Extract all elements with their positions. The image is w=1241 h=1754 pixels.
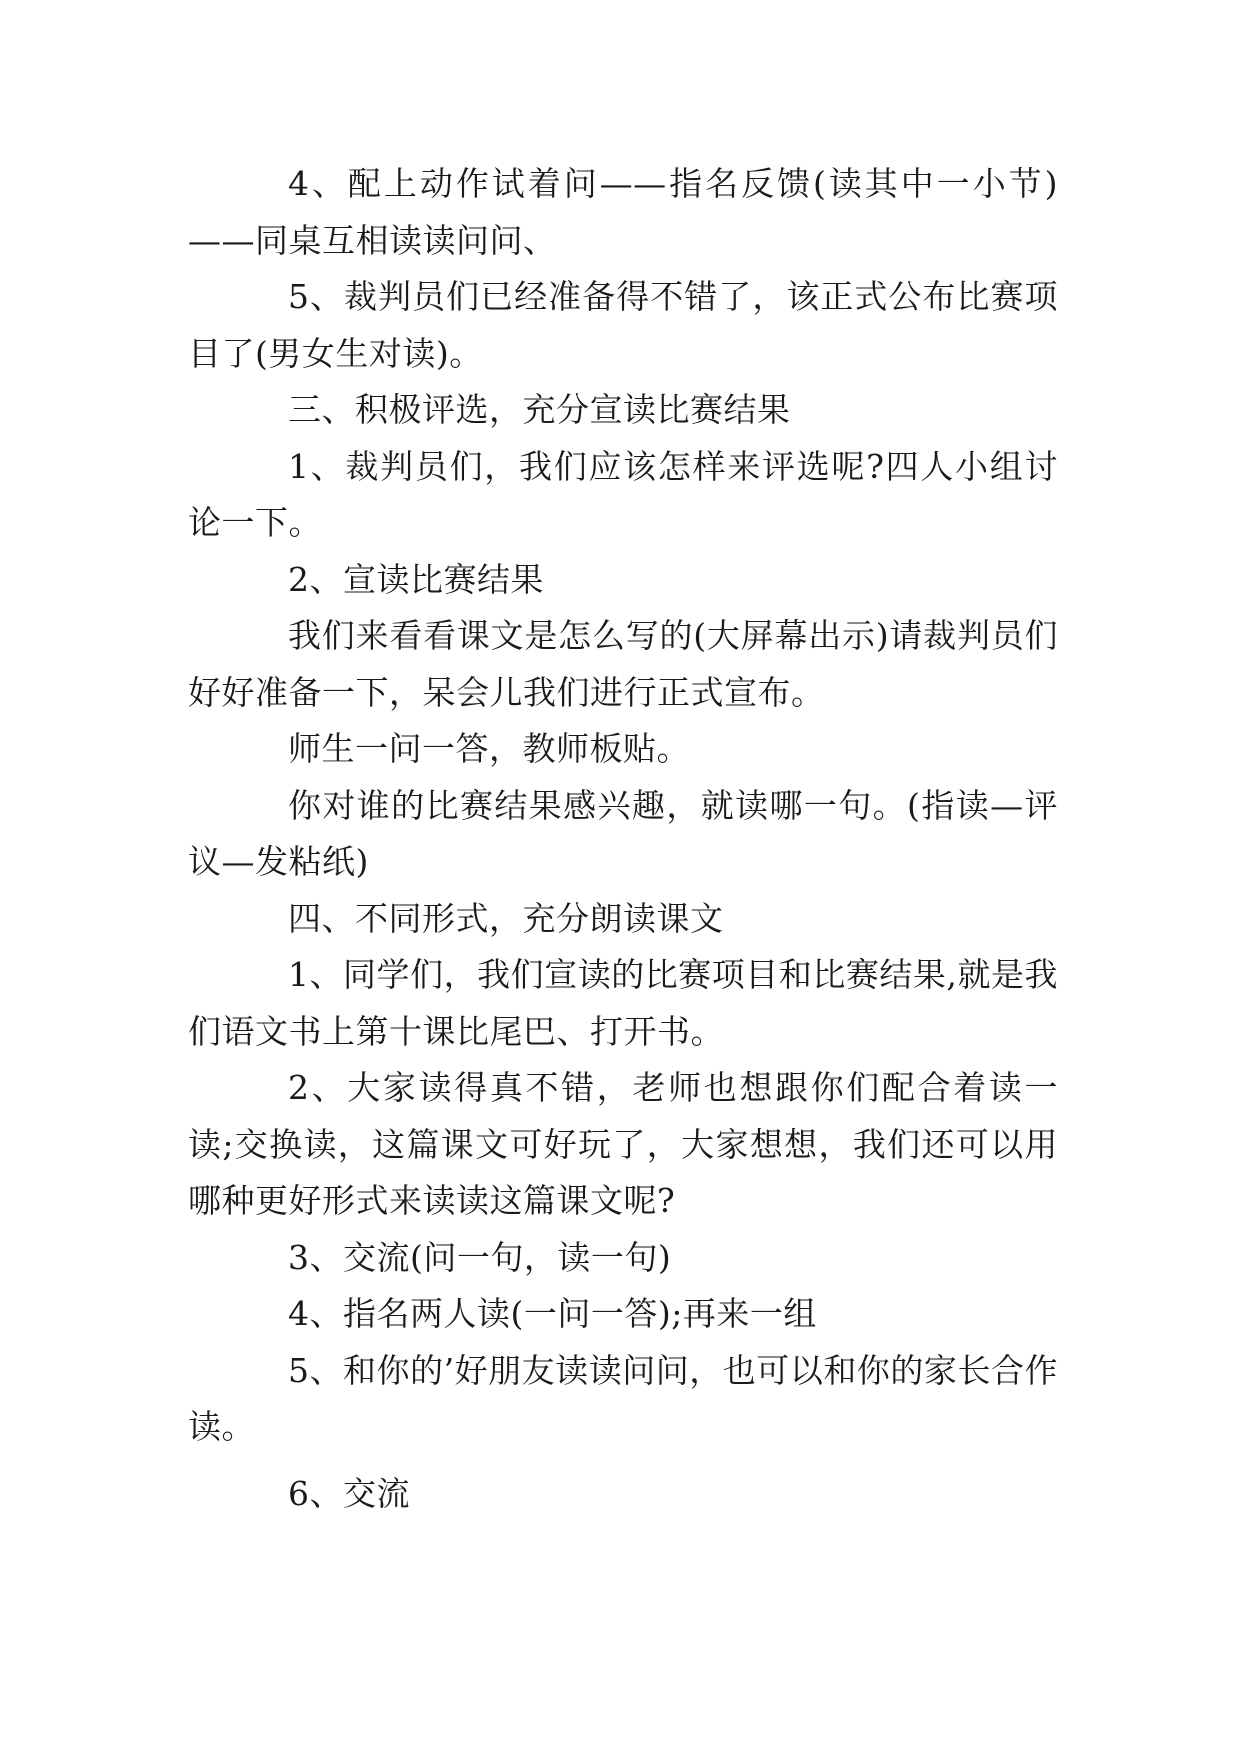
paragraph: 3、交流(问一句，读一句) [288, 1237, 672, 1277]
paragraph: 师生一问一答，教师板贴。 [288, 729, 690, 768]
paragraph: 6、交流 [288, 1473, 410, 1513]
paragraph: 我们来看看课文是怎么写的(大屏幕出示)请裁判员们好好准备一下，呆会儿我们进行正式宣布。 [188, 616, 1058, 712]
paragraph: 2、宣读比赛结果 [288, 559, 544, 599]
section-heading: 四、不同形式，充分朗读课文 [288, 898, 724, 938]
paragraph: 你对谁的比赛结果感兴趣，就读哪一句。(指读—评议—发粘纸) [188, 785, 1058, 881]
paragraph: 1、同学们，我们宣读的比赛项目和比赛结果,就是我们语文书上第十课比尾巴、打开书。 [188, 955, 1058, 1051]
paragraph: 4、指名两人读(一问一答);再来一组 [288, 1294, 817, 1333]
paragraph: 5、裁判员们已经准备得不错了，该正式公布比赛项目了(男女生对读)。 [188, 277, 1058, 373]
paragraph: 4、配上动作试着问——指名反馈(读其中一小节)——同桌互相读读问问、 [188, 164, 1058, 260]
document-body [188, 156, 1058, 1522]
paragraph: 2、大家读得真不错，老师也想跟你们配合着读一读;交换读，这篇课文可好玩了，大家想想，我们还可以用哪种更好形式来读读这篇课文呢? [188, 1068, 1058, 1220]
paragraph: 5、和你的’好朋友读读问问，也可以和你的家长合作读。 [188, 1350, 1058, 1446]
paragraph: 1、裁判员们，我们应该怎样来评选呢?四人小组讨论一下。 [188, 446, 1058, 542]
section-heading: 三、积极评选，充分宣读比赛结果 [288, 390, 791, 429]
